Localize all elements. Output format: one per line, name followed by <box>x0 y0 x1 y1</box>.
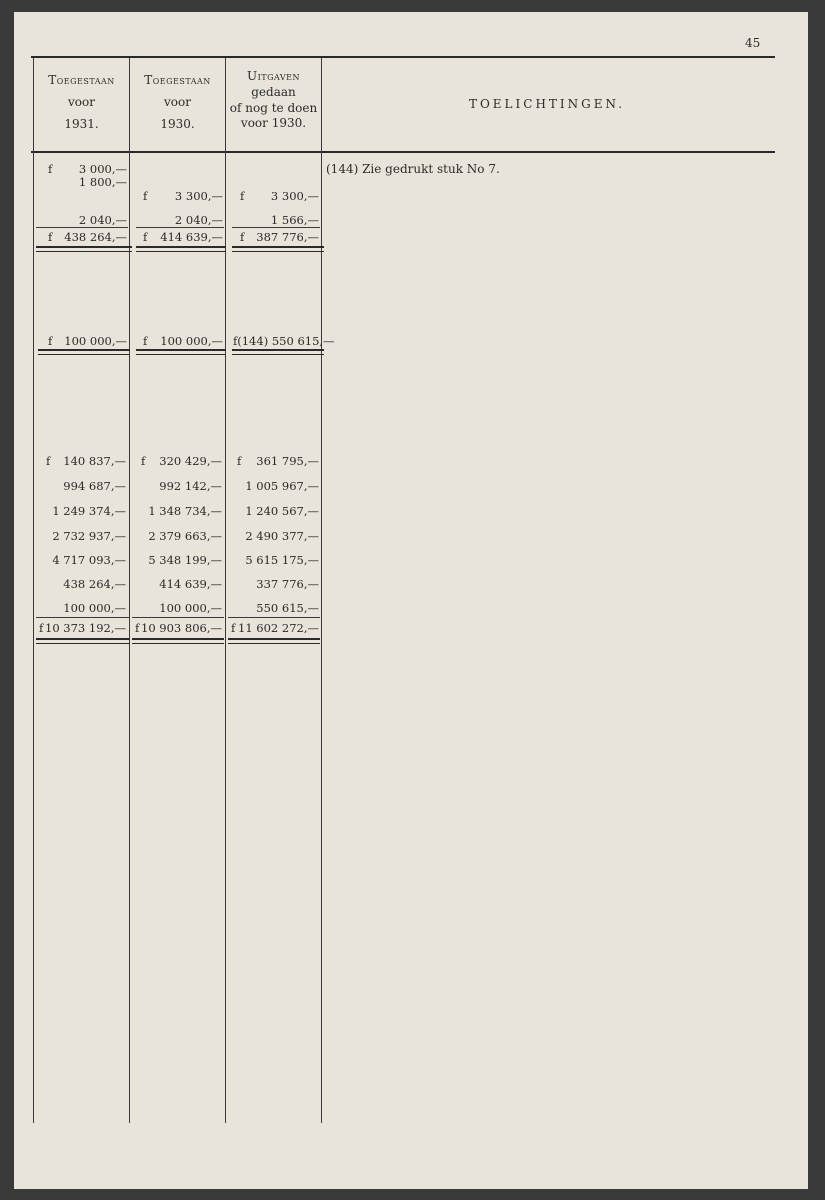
cell-value: 2 040,— <box>174 213 223 227</box>
currency-symbol: f <box>143 334 148 348</box>
cell-value: 4 717 093,— <box>52 553 126 567</box>
sum-rule <box>136 227 224 228</box>
total-value: 414 639,— <box>160 230 223 244</box>
header-1930-title: Toegestaan <box>144 73 211 87</box>
double-rule <box>232 349 324 355</box>
page-number: 45 <box>745 36 761 50</box>
column-rule-1 <box>33 58 34 1123</box>
header-1931-title: Toegestaan <box>48 73 115 87</box>
column-rule-3 <box>225 58 226 1123</box>
currency-symbol: f <box>240 189 245 203</box>
cell-value: 3 000,— <box>78 162 127 176</box>
cell-value: 414 639,— <box>159 577 222 591</box>
currency-symbol: f <box>240 230 245 244</box>
double-rule <box>38 349 130 355</box>
cell-value: 5 348 199,— <box>148 553 222 567</box>
sum-rule <box>132 617 224 618</box>
column-rule-4 <box>321 58 322 1123</box>
header-col-uitgaven <box>226 70 321 131</box>
double-rule <box>136 349 226 355</box>
header-toelichtingen: TOELICHTINGEN. <box>468 97 626 111</box>
cell-value: 5 615 175,— <box>245 553 319 567</box>
double-rule <box>132 638 224 644</box>
cell-value: 1 348 734,— <box>148 504 222 518</box>
cell-value: 994 687,— <box>63 479 126 493</box>
header-uitgaven-line2: gedaan <box>251 84 296 99</box>
sum-rule <box>36 227 128 228</box>
sum-rule <box>232 227 320 228</box>
currency-symbol: f <box>135 621 140 635</box>
currency-symbol: f <box>143 189 148 203</box>
cell-value: 2 379 663,— <box>148 529 222 543</box>
total-value: 387 776,— <box>256 230 319 244</box>
cell-value: 320 429,— <box>159 454 222 468</box>
double-rule <box>136 246 226 252</box>
cell-value: 438 264,— <box>63 577 126 591</box>
cell-value: 1 800,— <box>78 175 127 189</box>
cell-value: 100 000,— <box>63 601 126 615</box>
double-rule <box>228 638 320 644</box>
cell-value: 337 776,— <box>256 577 319 591</box>
currency-symbol: f <box>237 454 242 468</box>
currency-symbol: f <box>48 162 53 176</box>
cell-value: 100 000,— <box>160 334 223 348</box>
header-col-1930 <box>130 74 225 131</box>
total-value: 10 903 806,— <box>141 621 222 635</box>
header-uitgaven-line4: voor 1930. <box>240 116 307 131</box>
column-rule-2 <box>129 58 130 1123</box>
currency-symbol: f <box>39 621 44 635</box>
cell-value: f(144) 550 615,— <box>233 334 335 348</box>
cell-value: 1 005 967,— <box>245 479 319 493</box>
total-value: 10 373 192,— <box>45 621 126 635</box>
cell-value: 3 300,— <box>270 189 319 203</box>
note-text: (144) Zie gedrukt stuk No 7. <box>326 162 500 176</box>
cell-value: 550 615,— <box>256 601 319 615</box>
cell-value: 992 142,— <box>159 479 222 493</box>
header-1930-year: 1930. <box>160 116 195 131</box>
header-col-1931 <box>34 74 129 131</box>
cell-value: 1 566,— <box>270 213 319 227</box>
cell-value: 361 795,— <box>256 454 319 468</box>
header-uitgaven-line3: of nog te doen <box>229 100 318 115</box>
header-1930-voor: voor <box>164 94 191 109</box>
cell-value: 100 000,— <box>64 334 127 348</box>
cell-value: 2 490 377,— <box>245 529 319 543</box>
double-rule <box>232 246 324 252</box>
sum-rule <box>36 617 130 618</box>
sum-rule <box>228 617 320 618</box>
cell-value: 2 732 937,— <box>52 529 126 543</box>
cell-value: 100 000,— <box>159 601 222 615</box>
total-value: 11 602 272,— <box>238 621 319 635</box>
double-rule <box>36 638 130 644</box>
currency-symbol: f <box>48 334 53 348</box>
currency-symbol: f <box>231 621 236 635</box>
top-rule <box>31 56 775 58</box>
currency-symbol: f <box>141 454 146 468</box>
double-rule <box>36 246 132 252</box>
cell-value: 140 837,— <box>63 454 126 468</box>
cell-value: 1 249 374,— <box>52 504 126 518</box>
cell-value: 3 300,— <box>174 189 223 203</box>
currency-symbol: f <box>46 454 51 468</box>
cell-value: 2 040,— <box>78 213 127 227</box>
cell-value: 1 240 567,— <box>245 504 319 518</box>
header-uitgaven-title: Uitgaven <box>247 69 300 83</box>
header-bottom-rule <box>31 151 775 153</box>
currency-symbol: f <box>48 230 53 244</box>
currency-symbol: f <box>143 230 148 244</box>
paper-page <box>14 12 808 1189</box>
total-value: 438 264,— <box>64 230 127 244</box>
header-1931-voor: voor <box>68 94 95 109</box>
header-1931-year: 1931. <box>64 116 99 131</box>
